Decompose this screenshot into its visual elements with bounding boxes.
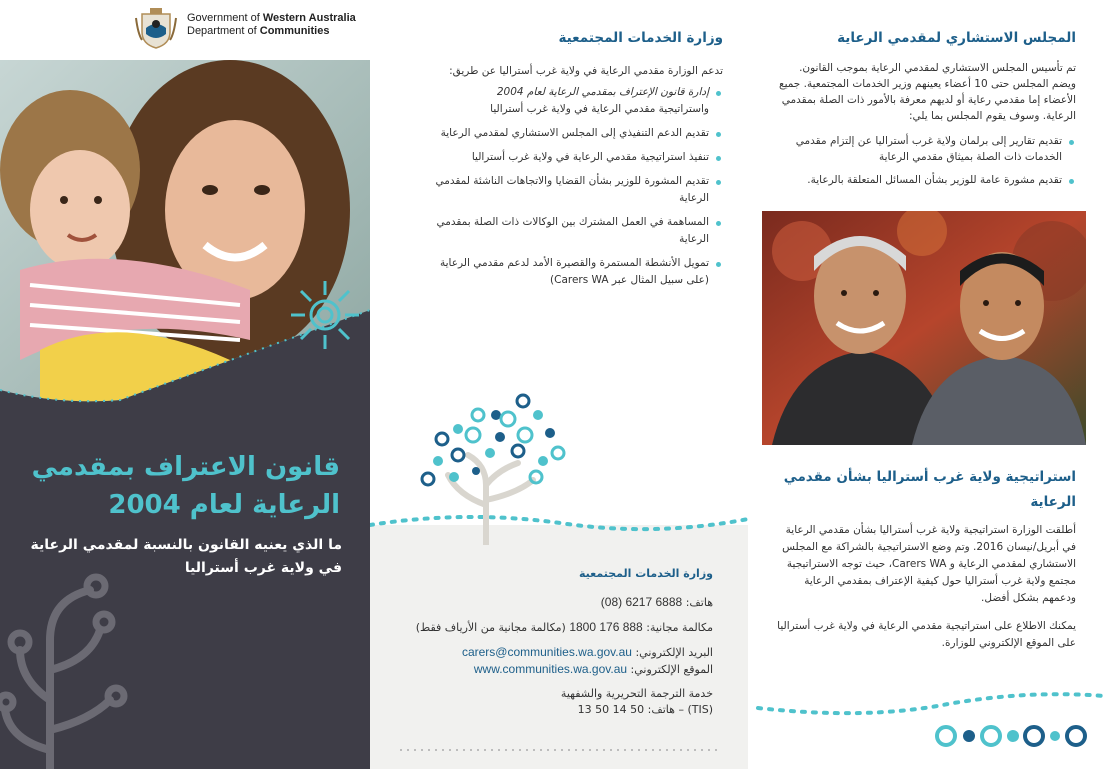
list-item: إدارة قانون الإعتراف بمقدمي الرعاية لعام 2004 واستراتيجية مقدمي الرعاية في ولاية غرب أستراليا [418,84,723,118]
strategy-body-2: يمكنك الاطلاع على استراتيجية مقدمي الرعاية في ولاية غرب أستراليا على الموقع الإلكتروني للوزارة. [777,620,1076,649]
wa-crest-logo [132,6,180,50]
contact-block [403,567,713,726]
photo-two-men [762,211,1086,445]
cover-subtitle: ما الذي يعنيه القانون بالنسبة لمقدمي الرعاية في ولاية غرب أستراليا [30,537,342,576]
contact-tis-label: خدمة الترجمة التحريرية والشفهية [560,687,713,700]
list-item: تمويل الأنشطة المستمرة والقصيرة الأمد لدعم مقدمي الرعاية (على سبيل المثال عبر Carers WA) [418,255,723,289]
list-item: تقديم المشورة للوزير بشأن القضايا والاتجاهات الناشئة لمقدمي الرعاية [418,173,723,207]
council-heading: المجلس الاستشاري لمقدمي الرعاية [837,30,1076,46]
decorative-tree-icon [398,385,578,545]
contact-email: البريد الإلكتروني: carers@communities.wa.gov.au [461,645,713,659]
decorative-plant-icon [0,560,150,769]
email-link[interactable]: carers@communities.wa.gov.au [461,645,632,659]
list-item: المساهمة في العمل المشترك بين الوكالات ذات الصلة بمقدمي الرعاية [418,214,723,248]
contact-website: الموقع الإلكتروني: www.communities.wa.gov.au [473,662,713,676]
list-item: تقديم الدعم التنفيذي إلى المجلس الاستشاري لمقدمي الرعاية [418,125,723,142]
dotted-wave-divider-right [748,680,1104,720]
dotted-divider [400,745,720,755]
cover-panel [0,0,370,769]
contact-heading: وزارة الخدمات المجتمعية [578,567,713,580]
strategy-body: أطلقت الوزارة استراتيجية ولاية غرب أستراليا بشأن مقدمي الرعاية في أبريل/نيسان 2016. وتم وضع الاستراتيجية بالشراكة مع المجلس الاستشاري لمقدمي الرعاية و Carers WA، حيث توجه الاستراتيجية مجتمع ولاية غرب أستراليا حول كيفية الإعتراف بمقدمي الرعاية ودعمهم بشكل أفضل. [782,524,1076,604]
strategy-heading: استراتيجية ولاية غرب أستراليا بشأن مقدمي الرعاية [783,469,1076,510]
website-link[interactable]: www.communities.wa.gov.au [473,662,628,676]
decorative-dots-icon [934,722,1094,752]
government-wordmark: Government of Western Australia Department of Communities [187,12,356,37]
department-list [418,84,723,296]
department-intro: تدعم الوزارة مقدمي الرعاية في ولاية غرب أستراليا عن طريق: [449,65,723,77]
government-header [0,0,370,60]
list-item: تنفيذ استراتيجية مقدمي الرعاية في ولاية غرب أستراليا [418,149,723,166]
council-body: تم تأسيس المجلس الاستشاري لمقدمي الرعاية بموجب القانون. ويضم المجلس حتى 10 أعضاء يعينهم وزير الخدمات المجتمعية. جميع الأعضاء إما مقدمي رعاية أو لديهم معرفة بالأمور ذات الصلة بمقدمي الرعاية. وسوف يقوم المجلس بما يلي: [778,62,1076,122]
department-panel [370,0,748,769]
list-item: تقديم مشورة عامة للوزير بشأن المسائل المتعلقة بالرعاية. [776,172,1076,188]
council-panel [748,0,1104,769]
cover-title: قانون الاعتراف بمقدمي الرعاية لعام 2004 [31,452,340,520]
contact-phone: هاتف: (08) 6217 6888 [600,595,713,609]
contact-tis-phone: (TIS) – هاتف: 50 14 50 13 [577,703,713,716]
list-item: تقديم تقارير إلى برلمان ولاية غرب أستراليا عن إلتزام مقدمي الخدمات ذات الصلة بميثاق مقدمي الرعاية [776,133,1076,165]
cover-photo-two-girls [0,60,370,405]
department-heading: وزارة الخدمات المجتمعية [558,30,723,46]
contact-freecall: مكالمة مجانية: 1800 176 888 (مكالمة مجانية من الأرياف فقط) [415,620,713,634]
council-list [776,133,1076,195]
